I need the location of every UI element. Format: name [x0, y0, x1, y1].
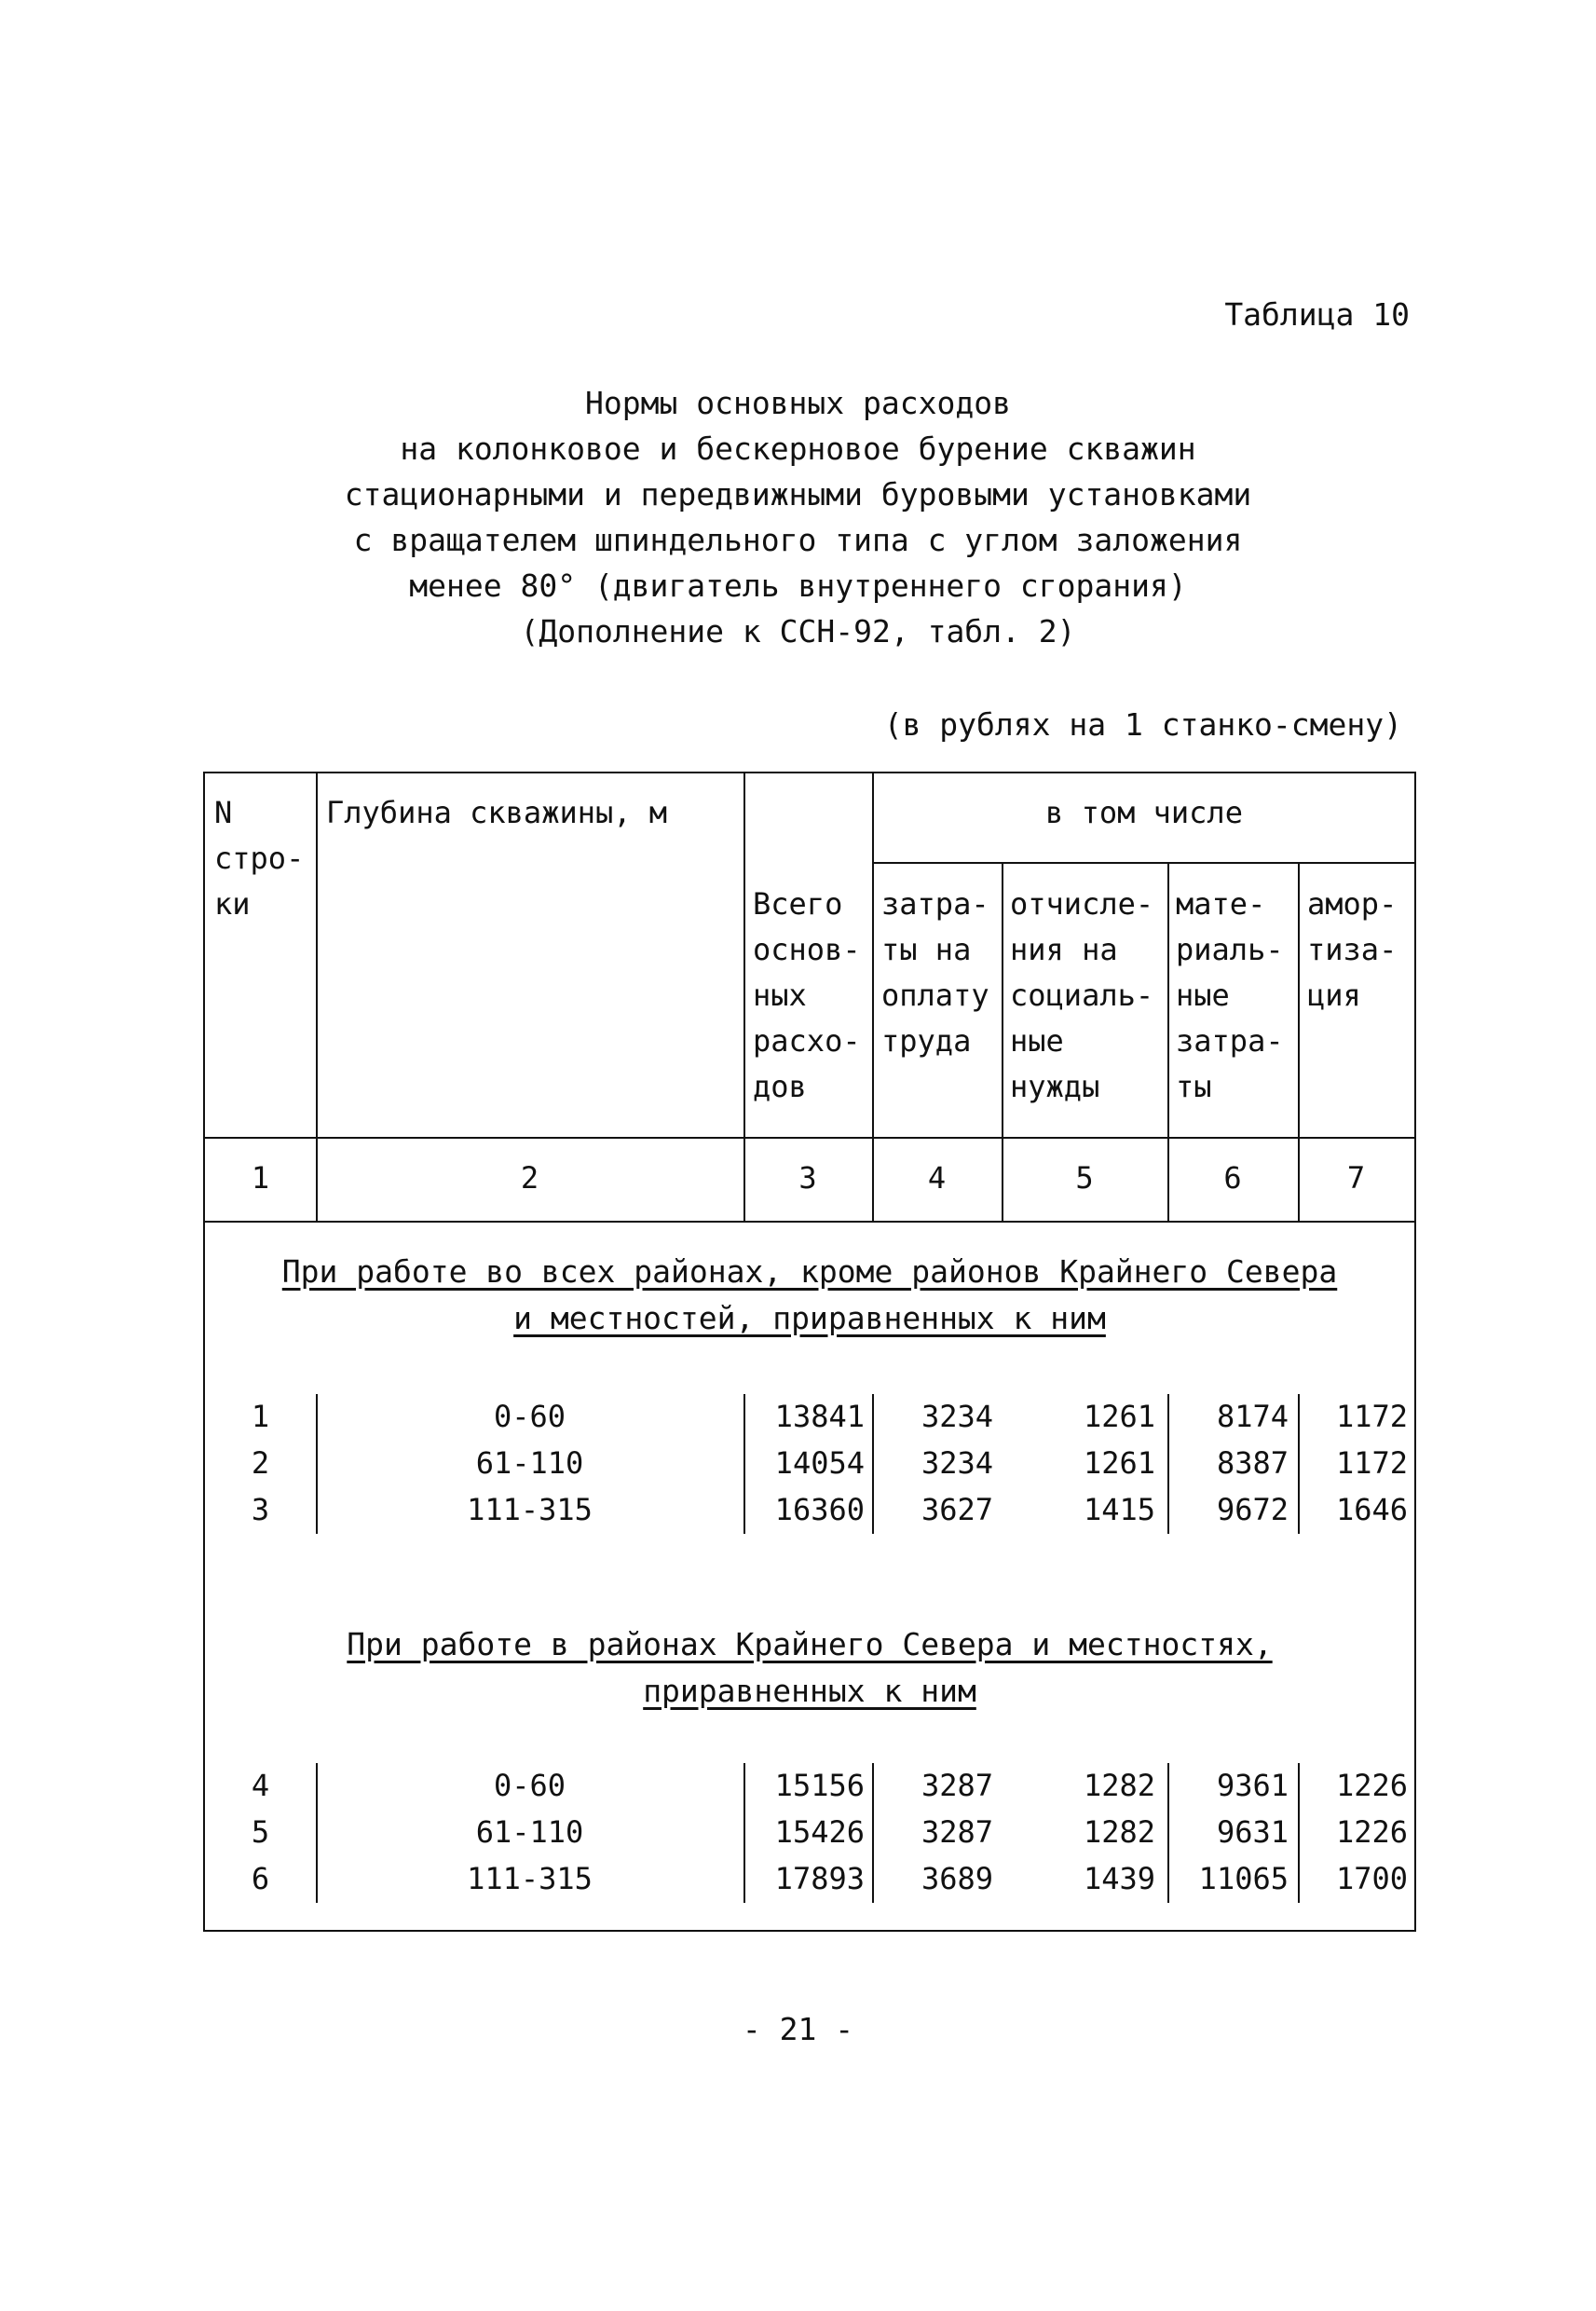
section-title	[205, 1621, 1414, 1715]
section-title-line: и местностей, приравненных к ним	[513, 1300, 1106, 1336]
social-cell: 1439	[1083, 1861, 1155, 1896]
column-number: 2	[520, 1160, 539, 1196]
labor-cell: 3287	[921, 1814, 993, 1850]
materials-cell: 9361	[1216, 1768, 1289, 1803]
title-line: (Дополнение к ССН-92, табл. 2)	[520, 613, 1076, 650]
materials-cell: 9672	[1216, 1492, 1289, 1527]
group-divider	[872, 862, 1416, 864]
title-line: менее 80° (двигатель внутреннего сгорания)	[409, 567, 1187, 604]
section-title-line: приравненных к ним	[643, 1673, 976, 1709]
column-number: 3	[798, 1160, 817, 1196]
col-divider	[316, 773, 318, 1221]
header-depth: Глубина скважины, м	[326, 795, 668, 830]
depth-cell: 0-60	[493, 1399, 566, 1434]
total-cell: 13841	[774, 1399, 865, 1434]
units-note: (в рублях на 1 станко-смену)	[883, 706, 1402, 743]
social-cell: 1415	[1083, 1492, 1155, 1527]
row-number: 6	[251, 1861, 270, 1896]
header-group: в том числе	[1045, 795, 1243, 830]
social-cell: 1282	[1083, 1768, 1155, 1803]
column-number: 7	[1346, 1160, 1366, 1196]
depth-cell: 111-315	[467, 1492, 593, 1527]
header-amortization: амор- тиза- ция	[1307, 886, 1398, 1013]
materials-cell: 9631	[1216, 1814, 1289, 1850]
norms-table	[203, 772, 1416, 1932]
labor-cell: 3287	[921, 1768, 993, 1803]
section-title	[205, 1249, 1414, 1342]
row-number: 5	[251, 1814, 270, 1850]
labor-cell: 3234	[921, 1445, 993, 1481]
depth-cell: 111-315	[467, 1861, 593, 1896]
header-materials: мате- риаль- ные затра- ты	[1176, 886, 1284, 1104]
amortization-cell: 1226	[1335, 1768, 1408, 1803]
row-number: 1	[251, 1399, 270, 1434]
col-divider	[872, 773, 874, 1221]
materials-cell: 8174	[1216, 1399, 1289, 1434]
amortization-cell: 1700	[1335, 1861, 1408, 1896]
title-line: с вращателем шпиндельного типа с углом заложения	[353, 522, 1243, 558]
social-cell: 1261	[1083, 1445, 1155, 1481]
column-number: 6	[1223, 1160, 1242, 1196]
row-number: 2	[251, 1445, 270, 1481]
column-number: 5	[1075, 1160, 1094, 1196]
social-cell: 1282	[1083, 1814, 1155, 1850]
social-cell: 1261	[1083, 1399, 1155, 1434]
labor-cell: 3234	[921, 1399, 993, 1434]
title-line: стационарными и передвижными буровыми установками	[344, 476, 1252, 513]
column-number: 1	[251, 1160, 270, 1196]
section-title-line: При работе во всех районах, кроме районов Крайнего Севера	[281, 1253, 1338, 1290]
depth-cell: 61-110	[475, 1814, 584, 1850]
labor-cell: 3689	[921, 1861, 993, 1896]
total-cell: 15156	[774, 1768, 865, 1803]
total-cell: 16360	[774, 1492, 865, 1527]
row-number: 4	[251, 1768, 270, 1803]
title-line: Нормы основных расходов	[585, 385, 1011, 421]
table-label: Таблица 10	[1224, 296, 1410, 333]
page-number: - 21 -	[742, 2011, 854, 2047]
section-title-line: При работе в районах Крайнего Севера и местностях,	[347, 1626, 1273, 1662]
row-number: 3	[251, 1492, 270, 1527]
amortization-cell: 1172	[1335, 1399, 1408, 1434]
table-title	[0, 380, 1596, 654]
header-divider	[205, 1137, 1414, 1139]
header-labor: затра- ты на оплату труда	[881, 886, 989, 1059]
depth-cell: 0-60	[493, 1768, 566, 1803]
amortization-cell: 1172	[1335, 1445, 1408, 1481]
header-social: отчисле- ния на социаль- ные нужды	[1010, 886, 1154, 1104]
total-cell: 17893	[774, 1861, 865, 1896]
total-cell: 15426	[774, 1814, 865, 1850]
materials-cell: 8387	[1216, 1445, 1289, 1481]
header-total: Всего основ- ных расхо- дов	[753, 886, 861, 1104]
column-number: 4	[927, 1160, 947, 1196]
amortization-cell: 1226	[1335, 1814, 1408, 1850]
header-row-number: N стро- ки	[214, 795, 305, 922]
depth-cell: 61-110	[475, 1445, 584, 1481]
total-cell: 14054	[774, 1445, 865, 1481]
title-line: на колонковое и бескерновое бурение скважин	[400, 431, 1196, 467]
amortization-cell: 1646	[1335, 1492, 1408, 1527]
col-divider	[743, 773, 745, 1221]
labor-cell: 3627	[921, 1492, 993, 1527]
header-divider	[205, 1221, 1414, 1223]
materials-cell: 11065	[1198, 1861, 1289, 1896]
